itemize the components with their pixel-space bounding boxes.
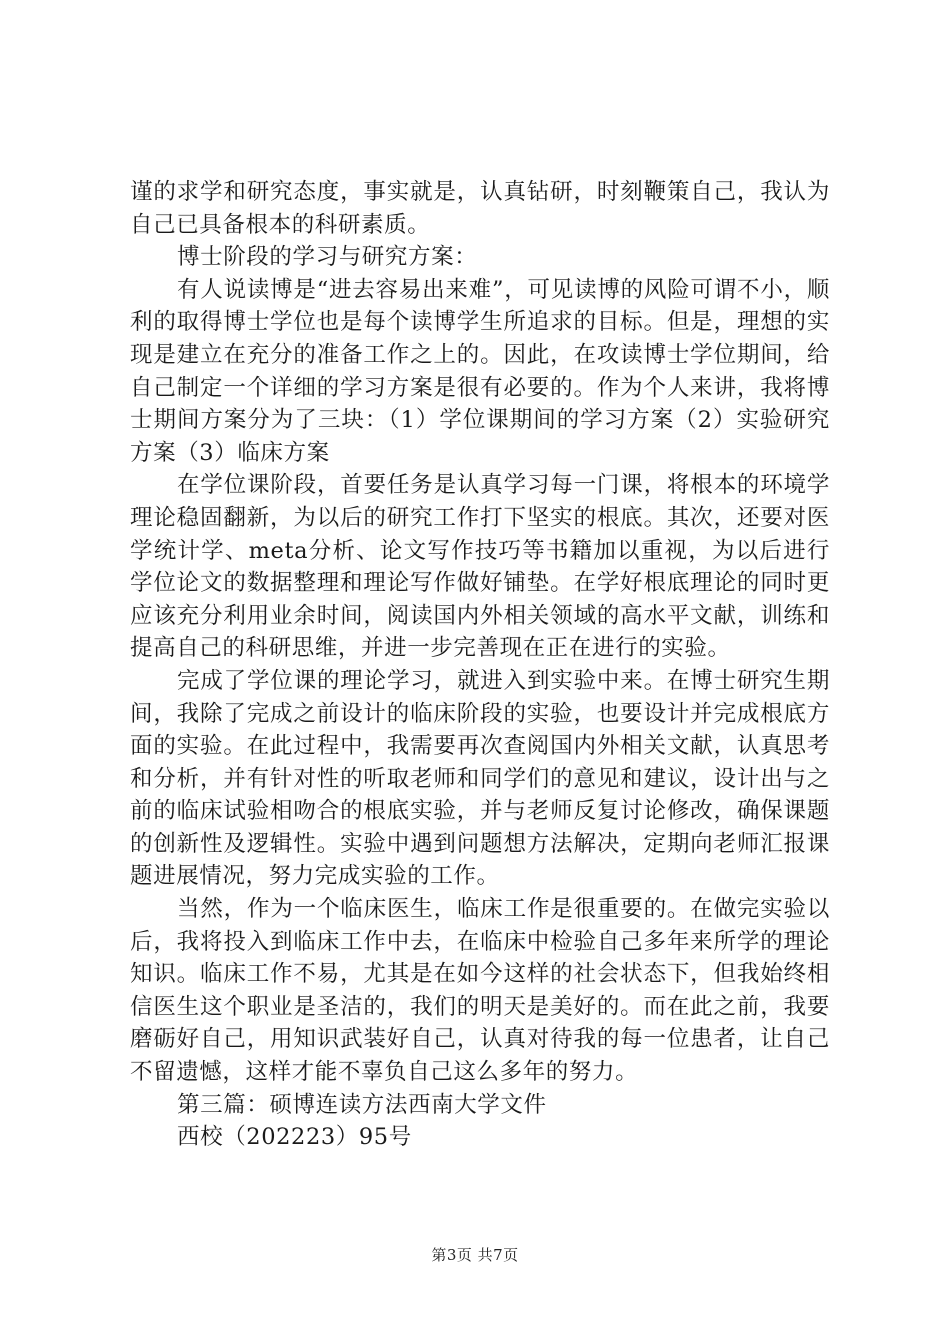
document-body: [130, 176, 830, 1154]
paragraph-experiment: 完成了学位课的理论学习，就进入到实验中来。在博士研究生期间，我除了完成之前设计的临床阶段的实验，也要设计并完成根底方面的实验。在此过程中，我需要再次查阅国内外相关文献，认真思考和分析，并有针对性的听取老师和同学们的意见和建议，设计出与之前的临床试验相吻合的根底实验，并与老师反复讨论修改，确保课题的创新性及逻辑性。实验中遇到问题想方法解决，定期向老师汇报课题进展情况，努力完成实验的工作。: [130, 667, 830, 890]
paragraph-coursework: 在学位课阶段，首要任务是认真学习每一门课，将根本的环境学理论稳固翻新，为以后的研究工作打下坚实的根底。其次，还要对医学统计学、meta分析、论文写作技巧等书籍加以重视，为以后进行学位论文的数据整理和理论写作做好铺垫。在学好根底理论的同时更应该充分利用业余时间，阅读国内外相关领域的高水平文献，训练和提高自己的科研思维，并进一步完善现在正在进行的实验。: [130, 472, 830, 662]
paragraph-intro: 有人说读博是“进去容易出来难”，可见读博的风险可谓不小，顺利的取得博士学位也是每个读博学生所追求的目标。但是，理想的实现是建立在充分的准备工作之上的。因此，在攻读博士学位期间，给自己制定一个详细的学习方案是很有必要的。作为个人来讲，我将博士期间方案分为了三块：（1）学位课期间的学习方案（2）实验研究方案（3）临床方案: [130, 276, 830, 466]
page-footer: 第3页 共7页: [431, 1246, 519, 1264]
section-heading-part-three: 第三篇：硕博连读方法西南大学文件: [177, 1091, 547, 1118]
document-number: 西校（202223）95号: [177, 1124, 412, 1151]
paragraph-clinical: 当然，作为一个临床医生，临床工作是很重要的。在做完实验以后，我将投入到临床工作中去，在临床中检验自己多年来所学的理论知识。临床工作不易，尤其是在如今这样的社会状态下，但我始终相信医生这个职业是圣洁的，我们的明天是美好的。而在此之前，我要磨砺好自己，用知识武装好自己，认真对待我的每一位患者，让自己不留遗憾，这样才能不辜负自己这么多年的努力。: [130, 896, 830, 1086]
paragraph-continuation: 谨的求学和研究态度，事实就是，认真钻研，时刻鞭策自己，我认为自己已具备根本的科研素质。: [130, 179, 830, 238]
section-heading-study-plan: 博士阶段的学习与研究方案：: [177, 244, 478, 271]
